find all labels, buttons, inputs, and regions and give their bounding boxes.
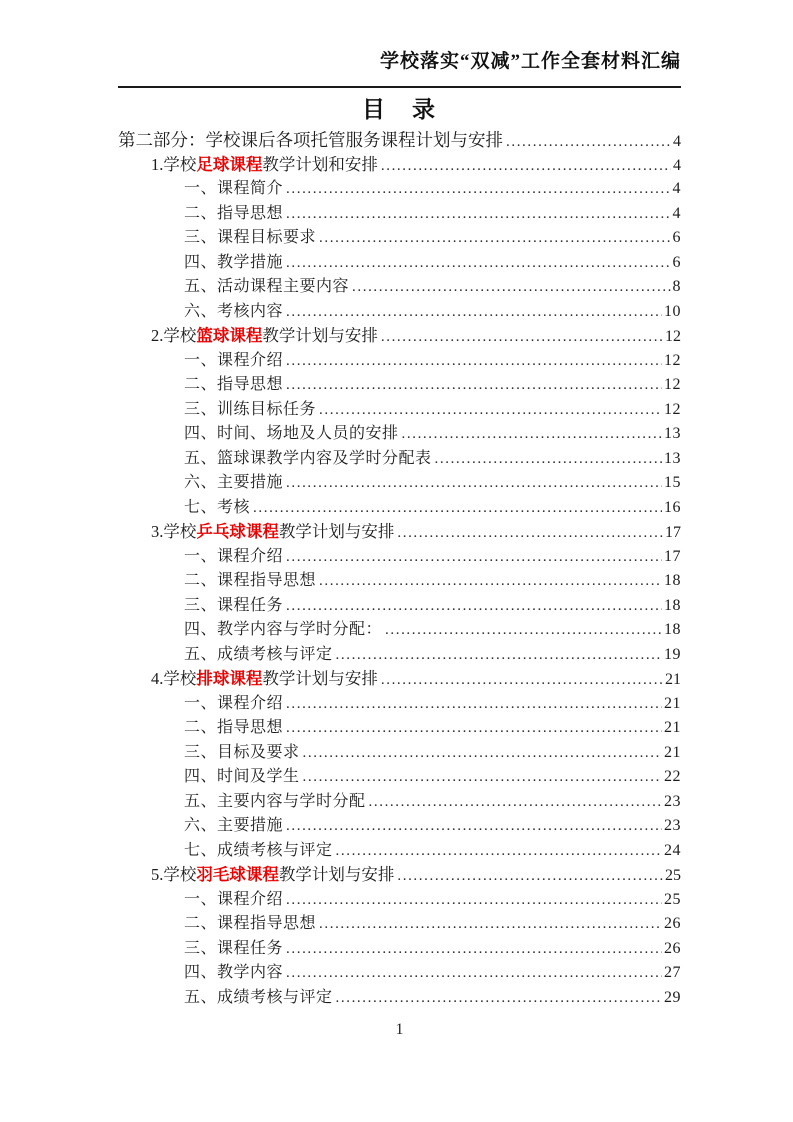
toc-dot-leader [286,251,670,276]
toc-dot-leader [286,373,662,398]
toc-entry[interactable] [118,937,681,962]
toc-page-number: 26 [664,939,681,957]
toc-dot-leader [286,888,662,913]
toc-entry-label: 一、课程介绍 [184,547,284,565]
toc-page-number: 4 [672,204,681,222]
toc-dot-leader [253,496,662,521]
toc-dot-leader [336,643,662,668]
toc-page-number: 23 [664,817,681,834]
toc-page-number: 26 [664,915,681,932]
toc-entry[interactable] [118,373,681,398]
toc-entry-label: 二、指导思想 [184,719,284,736]
toc-entry[interactable] [118,814,681,839]
toc-page-number: 21 [664,719,681,736]
toc-page-number: 18 [664,572,681,589]
toc-page-number: 24 [664,841,681,859]
toc-entry-label: 三、课程任务 [184,939,284,957]
toc-page-number: 25 [664,890,681,908]
toc-page-number: 25 [665,867,681,884]
toc-entry-label: 七、考核 [184,498,251,516]
toc-dot-leader [286,349,662,374]
toc-entry-label: 六、主要措施 [184,474,284,491]
toc-entry[interactable] [118,961,681,986]
toc-entry[interactable] [118,839,681,864]
toc-dot-leader [303,765,662,790]
toc-dot-leader [402,422,662,447]
toc-dot-leader [286,177,670,202]
toc-entry-label: 三、课程目标要求 [184,229,317,246]
toc-entry[interactable] [118,251,681,276]
toc-entry-label: 一、课程简介 [184,180,284,197]
toc-entry-label: 4.学校排球课程教学计划与安排 [151,669,378,688]
toc-entry[interactable] [118,790,681,815]
toc-entry[interactable] [118,594,681,619]
toc-page-number: 13 [664,449,681,467]
toc-entry[interactable] [118,888,681,913]
toc-entry-label: 五、活动课程主要内容 [184,278,350,295]
toc-page-number: 12 [664,400,681,418]
toc-page-number: 18 [664,621,681,638]
toc-entry[interactable] [118,398,681,423]
toc-page-number: 12 [665,328,681,345]
toc-entry[interactable] [118,128,681,153]
toc-entry-label: 二、课程指导思想 [184,915,317,932]
toc-dot-leader [286,471,662,496]
toc-dot-leader [336,839,662,864]
header-title: 学校落实“双减”工作全套材料汇编 [379,51,681,72]
toc-page-number: 4 [673,156,681,174]
toc-entry[interactable] [118,300,681,325]
toc-entry[interactable] [118,447,681,472]
toc-title: 目 录 [362,97,437,122]
toc-highlighted-course-name: 排球课程 [196,669,263,688]
toc-page-number: 12 [664,351,681,369]
toc-entry[interactable] [118,520,681,545]
page-header [118,45,681,88]
toc-dot-leader [319,569,662,594]
toc-entry-label: 四、教学内容 [184,964,284,981]
footer-page-number: 1 [395,1021,404,1038]
toc-highlighted-course-name: 乒乓球课程 [196,522,279,541]
toc-dot-leader [381,667,663,693]
toc-entry-label: 一、课程介绍 [184,890,284,908]
toc-dot-leader [352,275,670,300]
toc-entry[interactable] [118,226,681,251]
toc-dot-leader [286,937,662,962]
toc-dot-leader [319,912,662,937]
toc-dot-leader [319,226,670,251]
toc-entry-label: 一、课程介绍 [184,351,284,369]
toc-entry-label: 三、目标及要求 [184,743,300,761]
toc-page-number: 18 [664,596,681,614]
toc-page-number: 29 [664,988,681,1006]
toc-entry-label: 四、时间及学生 [184,768,300,785]
toc-dot-leader [381,153,671,179]
toc-page-number: 22 [664,768,681,785]
toc-highlighted-course-name: 篮球课程 [196,326,263,345]
toc-list [118,128,681,1010]
toc-entry[interactable] [118,496,681,521]
toc-dot-leader [369,790,662,815]
toc-entry-label: 二、课程指导思想 [184,572,317,589]
toc-entry[interactable] [118,692,681,717]
toc-page-number: 4 [673,133,681,150]
toc-dot-leader [303,741,662,766]
toc-entry[interactable] [118,202,681,227]
toc-entry[interactable] [118,912,681,937]
toc-page-number: 12 [664,376,681,393]
toc-entry-label: 五、篮球课教学内容及学时分配表 [184,449,432,467]
toc-entry-label: 2.学校篮球课程教学计划与安排 [151,326,378,345]
toc-entry[interactable] [118,863,681,888]
toc-entry[interactable] [118,667,681,692]
toc-entry-label: 四、教学内容与学时分配： [184,621,383,638]
toc-page-number: 19 [664,645,681,663]
toc-entry-label: 五、成绩考核与评定 [184,645,333,663]
toc-entry[interactable] [118,545,681,570]
toc-dot-leader [319,398,662,423]
toc-dot-leader [286,716,662,741]
toc-entry-label: 五、主要内容与学时分配 [184,792,366,810]
toc-entry[interactable] [118,716,681,741]
toc-dot-leader [397,520,663,546]
toc-page-number: 21 [664,694,681,712]
toc-entry[interactable] [118,986,681,1011]
toc-entry[interactable] [118,153,681,178]
toc-page-number: 21 [665,671,681,688]
toc-entry-label: 四、时间、场地及人员的安排 [184,425,399,442]
toc-entry-label: 六、考核内容 [184,302,284,320]
toc-entry-label: 5.学校羽毛球课程教学计划与安排 [151,865,395,884]
toc-entry-label: 六、主要措施 [184,817,284,834]
toc-entry-label: 一、课程介绍 [184,694,284,712]
toc-dot-leader [506,128,671,155]
toc-entry[interactable] [118,422,681,447]
toc-entry-label: 二、指导思想 [184,376,284,393]
page-footer [118,1021,681,1039]
toc-entry-label: 四、教学措施 [184,253,284,271]
toc-page-number: 6 [672,229,681,246]
toc-dot-leader [435,447,662,472]
toc-highlighted-course-name: 羽毛球课程 [196,865,279,884]
toc-entry[interactable] [118,177,681,202]
toc-page-number: 4 [672,180,681,197]
toc-page-number: 16 [664,498,681,516]
toc-highlighted-course-name: 足球课程 [196,154,263,174]
toc-dot-leader [286,300,662,325]
toc-entry-label: 五、成绩考核与评定 [184,988,333,1006]
toc-entry[interactable] [118,324,681,349]
toc-page-number: 8 [672,278,681,295]
toc-entry-label: 第二部分：学校课后各项托管服务课程计划与安排 [118,130,503,150]
toc-page-number: 6 [672,253,681,271]
toc-entry-label: 二、指导思想 [184,204,284,222]
toc-page-number: 10 [664,302,681,320]
toc-page-number: 15 [664,474,681,491]
toc-page-number: 21 [664,743,681,761]
toc-entry[interactable] [118,349,681,374]
toc-entry[interactable] [118,275,681,300]
toc-page-number: 13 [664,425,681,442]
toc-entry[interactable] [118,569,681,594]
toc-dot-leader [286,202,670,227]
toc-dot-leader [286,594,662,619]
toc-entry[interactable] [118,643,681,668]
toc-entry-label: 七、成绩考核与评定 [184,841,333,859]
toc-dot-leader [385,618,662,643]
toc-page-number: 23 [664,792,681,810]
toc-dot-leader [286,814,662,839]
toc-entry[interactable] [118,471,681,496]
toc-dot-leader [336,986,662,1011]
toc-page-number: 27 [664,964,681,981]
toc-dot-leader [286,692,662,717]
toc-page-number: 17 [664,547,681,565]
toc-entry-label: 三、训练目标任务 [184,400,317,418]
toc-entry-label: 3.学校乒乓球课程教学计划与安排 [151,522,395,541]
toc-dot-leader [286,545,662,570]
toc-entry[interactable] [118,741,681,766]
toc-dot-leader [381,324,663,350]
toc-entry-label: 1.学校足球课程教学计划和安排 [151,154,378,174]
toc-entry[interactable] [118,765,681,790]
toc-dot-leader [286,961,662,986]
toc-entry[interactable] [118,618,681,643]
toc-dot-leader [397,863,663,889]
header-rule [118,86,681,88]
toc-entry-label: 三、课程任务 [184,596,284,614]
toc-page-number: 17 [665,524,681,541]
